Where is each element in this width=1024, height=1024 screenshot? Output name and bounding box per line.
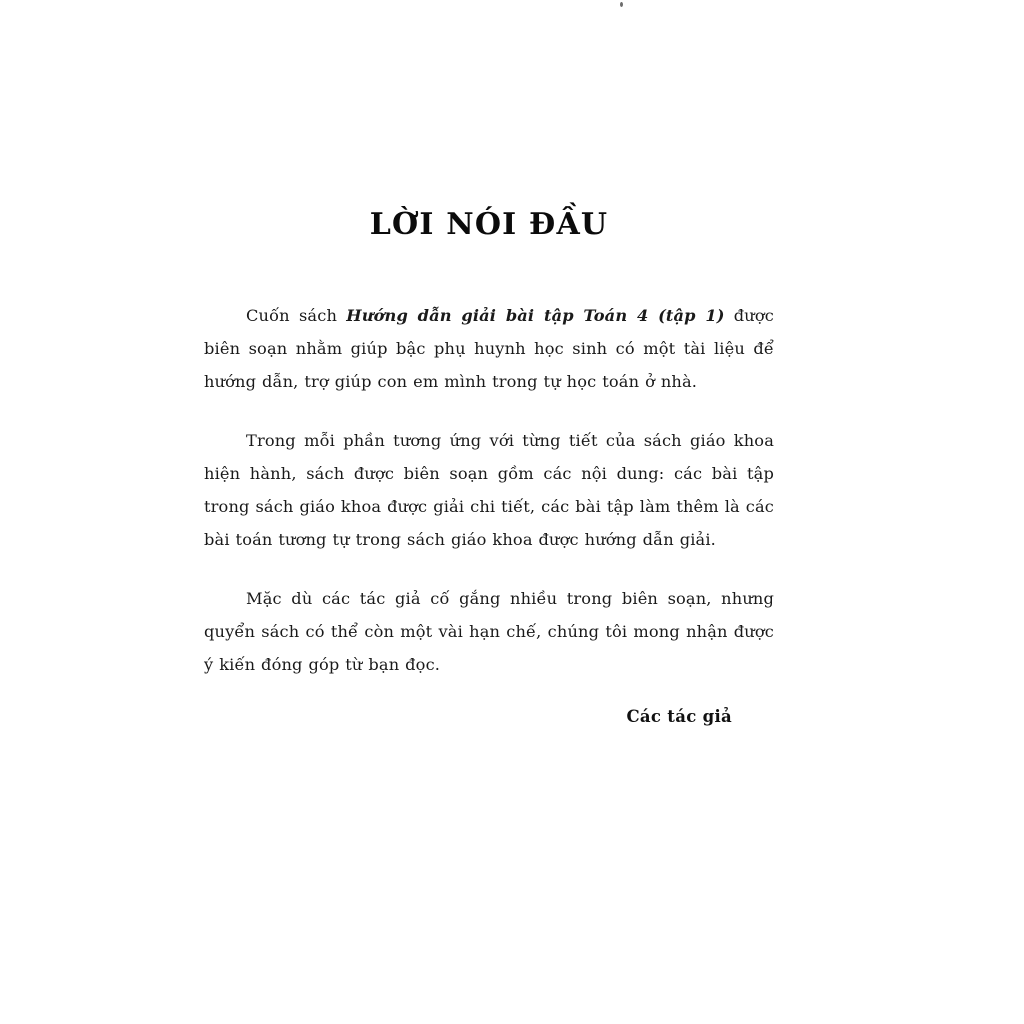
paragraph-1 (204, 299, 774, 398)
page-content (204, 208, 774, 726)
paragraph-2: Trong mỗi phần tương ứng với từng tiết của sách giáo khoa hiện hành, sách được biên soạn gồm các nội dung: các bài tập trong sách giáo khoa được giải chi tiết, các bài tập làm thêm là các bài toán tương tự trong sách giáo khoa được hướng dẫn giải. (204, 431, 774, 549)
paragraph-3: Mặc dù các tác giả cố gắng nhiều trong biên soạn, nhưng quyển sách có thể còn một vài hạn chế, chúng tôi mong nhận được ý kiến đóng góp từ bạn đọc. (204, 589, 774, 674)
paragraph-1-lead: Cuốn sách (246, 306, 347, 325)
paragraph-1-rest: được biên soạn nhằm giúp bậc phụ huynh học sinh có một tài liệu để hướng dẫn, trợ giúp con em mình trong tự học toán ở nhà. (204, 306, 774, 391)
registration-dot-icon (620, 2, 623, 7)
signature-authors: Các tác giả (626, 707, 732, 726)
page-title: LỜI NÓI ĐẦU (369, 207, 609, 242)
book-title-emphasis: Hướng dẫn giải bài tập Toán 4 (tập 1) (346, 306, 725, 325)
